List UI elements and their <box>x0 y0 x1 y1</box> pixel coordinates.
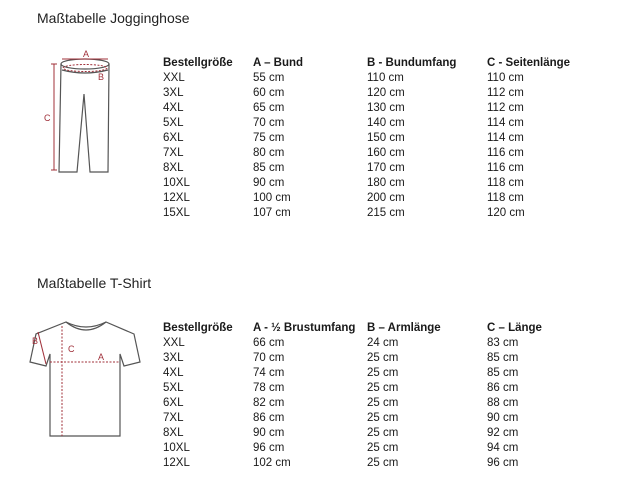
table-cell: 7XL <box>163 147 184 159</box>
table-cell: 90 cm <box>253 177 285 189</box>
table-cell: 5XL <box>163 382 184 394</box>
col-header: Bestellgröße <box>163 57 233 69</box>
table-cell: 4XL <box>163 102 184 114</box>
table-cell: 170 cm <box>367 162 405 174</box>
table-cell: 4XL <box>163 367 184 379</box>
table-cell: 85 cm <box>487 367 519 379</box>
table-cell: 215 cm <box>367 207 405 219</box>
table-cell: 8XL <box>163 427 184 439</box>
shirt-label-c: C <box>68 344 75 354</box>
table-row <box>163 441 587 456</box>
table-cell: 83 cm <box>487 337 519 349</box>
table-cell: 160 cm <box>367 147 405 159</box>
col-header: C - Seitenlänge <box>487 57 571 69</box>
table-cell: 150 cm <box>367 132 405 144</box>
table-cell: 10XL <box>163 177 190 189</box>
table-row <box>163 131 587 146</box>
table-cell: 107 cm <box>253 207 291 219</box>
table-cell: 25 cm <box>367 352 399 364</box>
col-header: Bestellgröße <box>163 322 233 334</box>
table-row <box>163 161 587 176</box>
table-cell: 90 cm <box>487 412 519 424</box>
shirt-label-a: A <box>98 352 105 362</box>
pants-sketch <box>40 48 120 183</box>
table-cell: 6XL <box>163 397 184 409</box>
table-cell: 112 cm <box>487 87 524 99</box>
table-cell: 70 cm <box>253 352 285 364</box>
table-cell: 24 cm <box>367 337 399 349</box>
table-cell: 15XL <box>163 207 190 219</box>
shirt-section-title: Maßtabelle T-Shirt <box>37 275 152 291</box>
table-cell: 10XL <box>163 442 190 454</box>
table-cell: 96 cm <box>487 457 519 469</box>
table-cell: 5XL <box>163 117 184 129</box>
table-cell: 86 cm <box>253 412 285 424</box>
table-cell: 118 cm <box>487 177 524 189</box>
shirt-outline <box>30 322 140 436</box>
table-row <box>163 206 587 221</box>
table-row <box>163 381 587 396</box>
table-cell: 116 cm <box>487 147 524 159</box>
table-cell: 100 cm <box>253 192 291 204</box>
table-cell: 12XL <box>163 192 190 204</box>
table-cell: 60 cm <box>253 87 285 99</box>
shirt-sketch <box>28 318 148 443</box>
table-header-row <box>163 56 587 71</box>
table-cell: 82 cm <box>253 397 285 409</box>
table-cell: XXL <box>163 337 185 349</box>
table-row <box>163 336 587 351</box>
table-cell: 75 cm <box>253 132 285 144</box>
col-header: B - Bundumfang <box>367 57 457 69</box>
table-cell: 200 cm <box>367 192 405 204</box>
table-row <box>163 71 587 86</box>
table-cell: 120 cm <box>367 87 405 99</box>
shirt-label-b: B <box>32 336 39 346</box>
table-cell: 88 cm <box>487 397 519 409</box>
table-cell: 25 cm <box>367 457 399 469</box>
col-header: B – Armlänge <box>367 322 441 334</box>
table-cell: 7XL <box>163 412 184 424</box>
table-cell: 66 cm <box>253 337 285 349</box>
table-cell: 78 cm <box>253 382 285 394</box>
table-cell: 25 cm <box>367 367 399 379</box>
table-cell: 118 cm <box>487 192 524 204</box>
table-cell: 120 cm <box>487 207 525 219</box>
table-cell: 114 cm <box>487 132 524 144</box>
table-row <box>163 426 587 441</box>
table-header-row <box>163 321 587 336</box>
table-cell: 85 cm <box>253 162 285 174</box>
table-cell: 80 cm <box>253 147 285 159</box>
pants-label-c: C <box>44 113 51 123</box>
table-row <box>163 116 587 131</box>
table-cell: 3XL <box>163 87 184 99</box>
table-cell: 180 cm <box>367 177 405 189</box>
table-cell: 25 cm <box>367 412 399 424</box>
table-cell: 6XL <box>163 132 184 144</box>
table-cell: 65 cm <box>253 102 285 114</box>
table-cell: 25 cm <box>367 442 399 454</box>
pants-table-body <box>163 71 587 221</box>
table-cell: 74 cm <box>253 367 285 379</box>
col-header: C – Länge <box>487 322 542 334</box>
table-row <box>163 351 587 366</box>
table-row <box>163 456 587 471</box>
table-cell: 3XL <box>163 352 184 364</box>
table-row <box>163 366 587 381</box>
table-cell: 140 cm <box>367 117 405 129</box>
table-row <box>163 191 587 206</box>
table-cell: 112 cm <box>487 102 524 114</box>
table-cell: 110 cm <box>487 72 524 84</box>
table-row <box>163 396 587 411</box>
table-cell: 25 cm <box>367 397 399 409</box>
table-cell: 12XL <box>163 457 190 469</box>
table-cell: 25 cm <box>367 382 399 394</box>
table-cell: 86 cm <box>487 382 519 394</box>
pants-size-table <box>163 56 587 221</box>
table-cell: 110 cm <box>367 72 404 84</box>
table-cell: XXL <box>163 72 185 84</box>
shirt-size-table <box>163 321 587 471</box>
table-row <box>163 101 587 116</box>
table-row <box>163 176 587 191</box>
table-cell: 116 cm <box>487 162 524 174</box>
table-row <box>163 411 587 426</box>
table-cell: 25 cm <box>367 427 399 439</box>
table-cell: 94 cm <box>487 442 519 454</box>
shirt-table-body <box>163 336 587 471</box>
table-row <box>163 86 587 101</box>
col-header: A – Bund <box>253 57 304 69</box>
table-cell: 70 cm <box>253 117 285 129</box>
pants-label-b: B <box>98 72 105 82</box>
table-cell: 8XL <box>163 162 184 174</box>
table-cell: 55 cm <box>253 72 285 84</box>
table-cell: 102 cm <box>253 457 291 469</box>
table-cell: 85 cm <box>487 352 519 364</box>
pants-section-title: Maßtabelle Jogginghose <box>37 10 190 26</box>
col-header: A - ½ Brustumfang <box>253 322 356 334</box>
table-cell: 114 cm <box>487 117 524 129</box>
table-cell: 96 cm <box>253 442 285 454</box>
table-cell: 130 cm <box>367 102 405 114</box>
table-cell: 92 cm <box>487 427 519 439</box>
table-cell: 90 cm <box>253 427 285 439</box>
table-row <box>163 146 587 161</box>
pants-label-a: A <box>83 49 90 59</box>
